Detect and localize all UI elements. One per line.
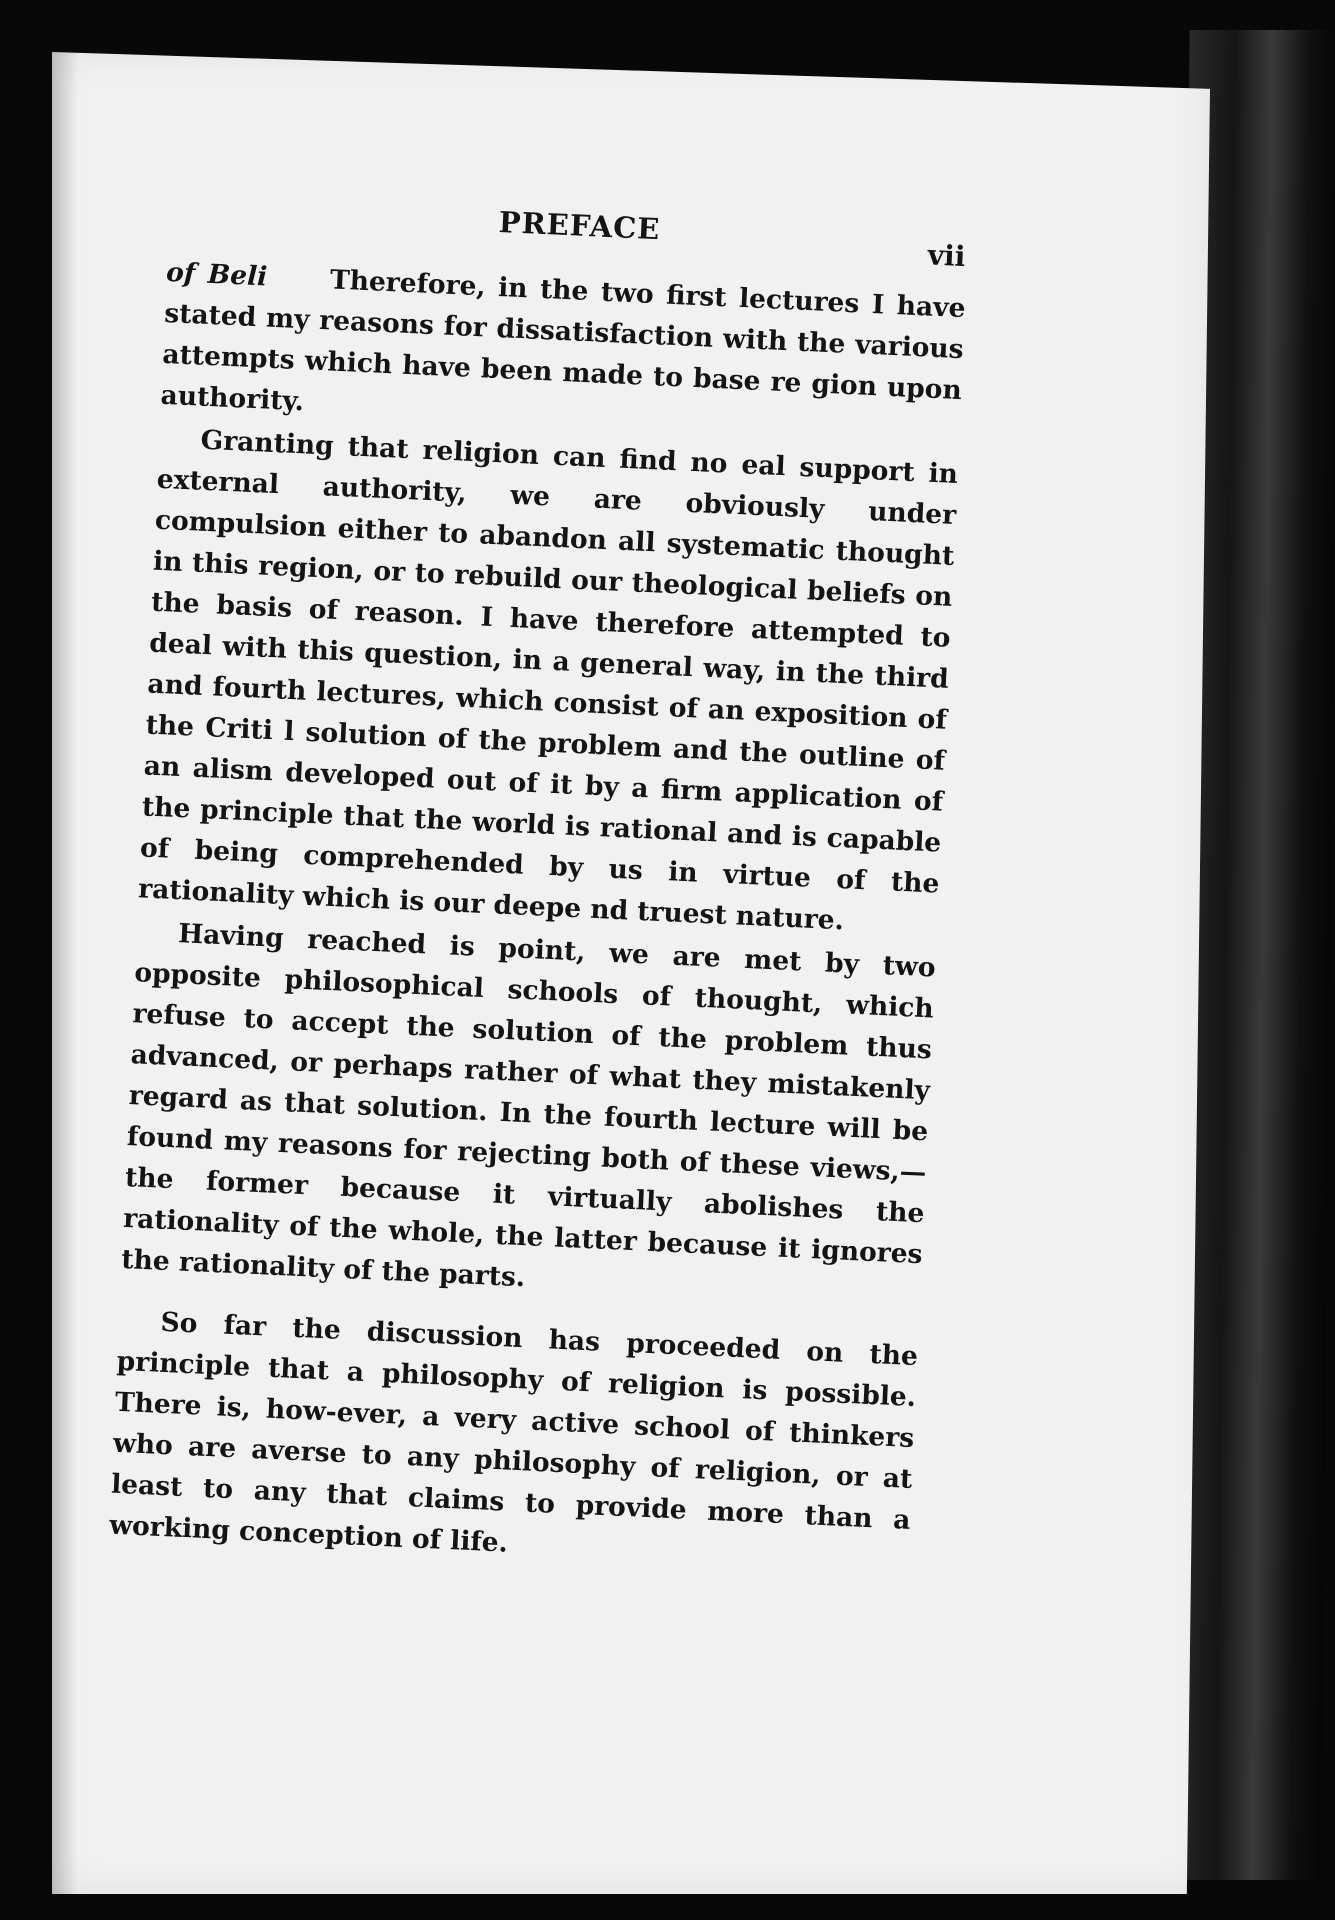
page-number: vii	[927, 238, 967, 274]
paragraph-lead-italic: of Beli	[165, 256, 268, 293]
paragraph-text: Therefore, in the two first lectures I have stated my reasons for dissatisfaction with the various attempts which have been made to base re gion upon authority.	[159, 264, 967, 418]
paragraph-3: Having reached is point, we are met by two opposite philosophical schools of thought, which refuse to accept the solution of the problem thus advanced, or perhaps rather of what they mistakenly regard as that solution. In the fourth lecture will be found my reasons for rejecting both of these views,—the former because it virtually abolishes the rationality of the whole, the latter because it ignores the rationality of the parts.	[120, 918, 937, 1294]
paragraph-2: Granting that religion can find no eal support in external authority, we are obviously under compulsion either to abandon all systematic thought in this region, or to rebuild our theological beliefs on the basis of reason. I have therefore attempted to deal with this question, in a general way, in the third and fourth lectures, which consist of an exposition of the Criti l solution of the problem and the outline of an alism developed out of it by a firm application of the principle that the world is rational and is capable of being comprehended by us in virtue of the rationality which is our deepe nd truest nature.	[137, 424, 959, 937]
page-gutter-shadow	[52, 52, 78, 1894]
paragraph-4: So far the discussion has proceeded on the principle that a philosophy of religion is possible. There is, how-ever, a very active school of thinkers who are averse to any philosophy of religion, or at least to any that claims to provide more than a working conception of life.	[108, 1306, 919, 1559]
page-title: PREFACE	[498, 204, 662, 247]
text-block	[108, 190, 969, 1582]
